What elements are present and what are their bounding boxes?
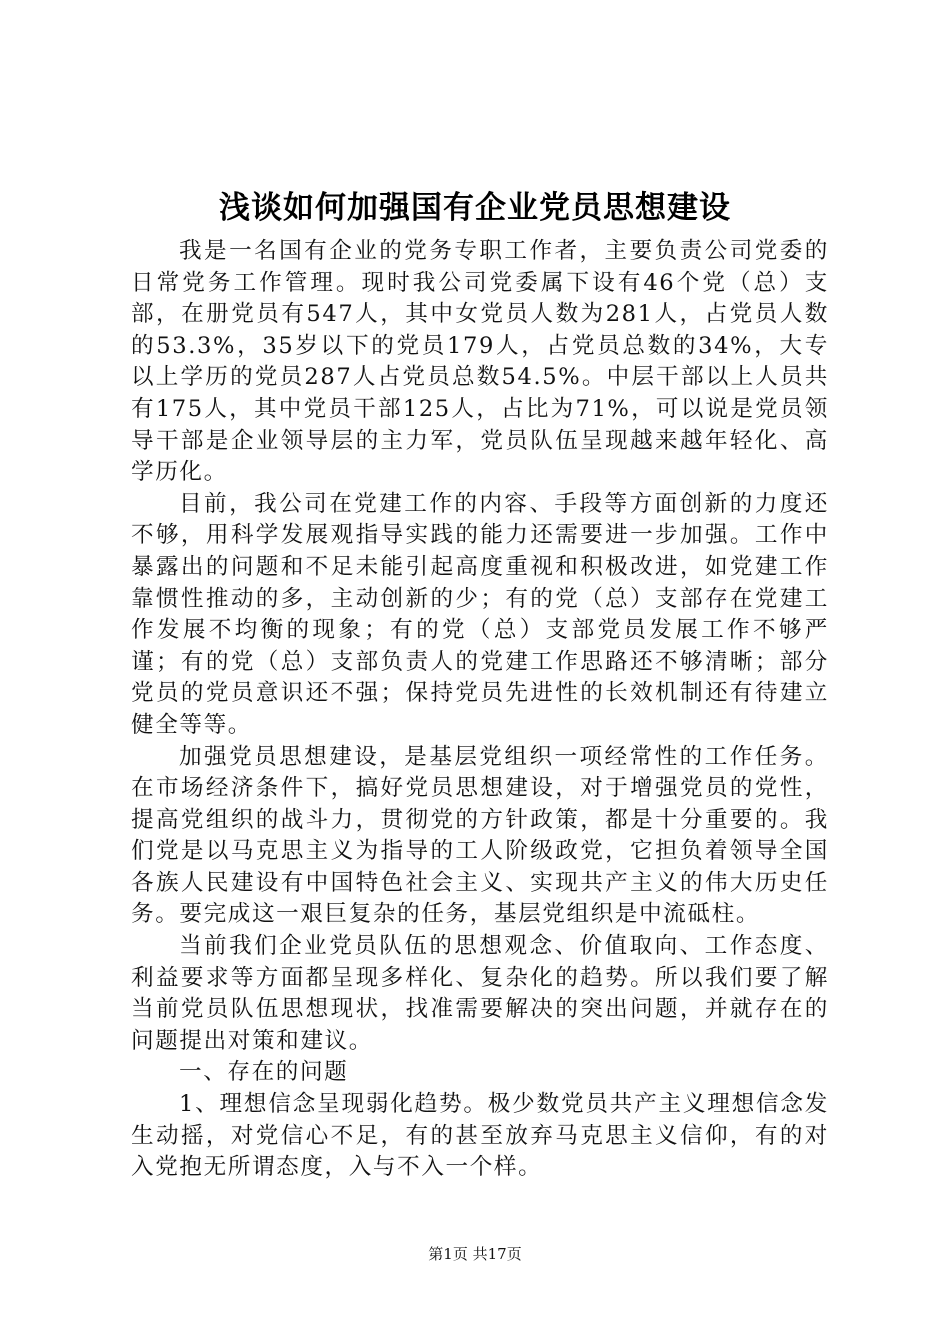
paragraph: 1、理想信念呈现弱化趋势。极少数党员共产主义理想信念发生动摇，对党信心不足，有的甚至放弃马克思主义信仰，有的对入党抱无所谓态度，入与不入一个样。 xyxy=(131,1091,829,1181)
section-heading: 一、存在的问题 xyxy=(179,1059,349,1086)
document-body xyxy=(131,236,829,1184)
paragraph: 目前，我公司在党建工作的内容、手段等方面创新的力度还不够，用科学发展观指导实践的能力还需要进一步加强。工作中暴露出的问题和不足未能引起高度重视和积极改进，如党建工作靠惯性推动的多，主动创新的少；有的党（总）支部存在党建工作发展不均衡的现象；有的党（总）支部党员发展工作不够严谨；有的党（总）支部负责人的党建工作思路还不够清晰；部分党员的党员意识还不强；保持党员先进性的长效机制还有待建立健全等等。 xyxy=(131,490,829,738)
paragraph: 加强党员思想建设，是基层党组织一项经常性的工作任务。在市场经济条件下，搞好党员思想建设，对于增强党员的党性，提高党组织的战斗力，贯彻党的方针政策，都是十分重要的。我们党是以马克思主义为指导的工人阶级政党，它担负着领导全国各族人民建设有中国特色社会主义、实现共产主义的伟大历史任务。要完成这一艰巨复杂的任务，基层党组织是中流砥柱。 xyxy=(131,743,829,928)
document-title: 浅谈如何加强国有企业党员思想建设 xyxy=(219,190,731,226)
paragraph: 当前我们企业党员队伍的思想观念、价值取向、工作态度、利益要求等方面都呈现多样化、复杂化的趋势。所以我们要了解当前党员队伍思想现状，找准需要解决的突出问题，并就存在的问题提出对策和建议。 xyxy=(131,933,829,1054)
paragraph: 我是一名国有企业的党务专职工作者，主要负责公司党委的日常党务工作管理。现时我公司党委属下设有46个党（总）支部，在册党员有547人，其中女党员人数为281人，占党员人数的53.3%，35岁以下的党员179人，占党员总数的34%，大专以上学历的党员287人占党员总数54.5%。中层干部以上人员共有175人，其中党员干部125人，占比为71%，可以说是党员领导干部是企业领导层的主力军，党员队伍呈现越来越年轻化、高学历化。 xyxy=(131,238,829,486)
page-number: 第1页 共17页 xyxy=(428,1245,522,1263)
